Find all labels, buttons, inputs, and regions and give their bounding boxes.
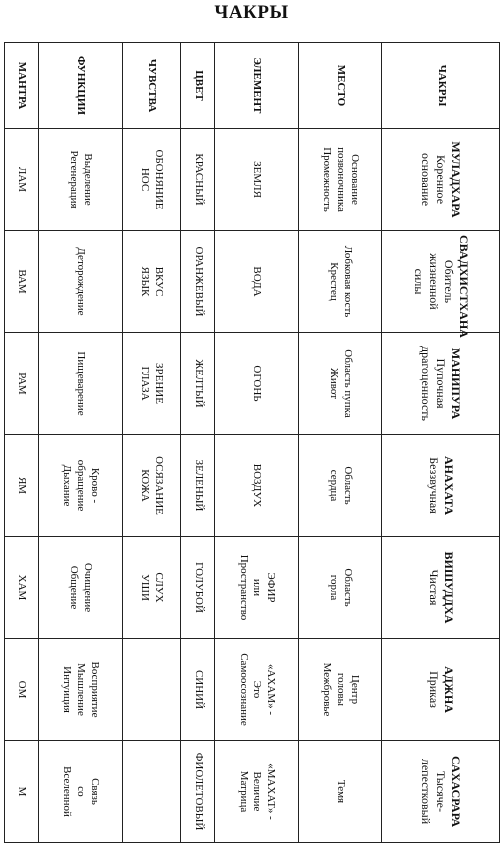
senses-line: ОБОНЯНИЕ bbox=[153, 149, 166, 210]
cell-place bbox=[298, 231, 382, 333]
functions-line: Деторождение bbox=[75, 247, 88, 316]
element-line: Это bbox=[251, 680, 264, 699]
functions-line: Вселенной bbox=[61, 766, 74, 817]
cell-color: ОРАНЖЕВЫЙ bbox=[181, 231, 215, 333]
cell-functions bbox=[38, 435, 122, 537]
place-line: Основание bbox=[348, 154, 361, 205]
functions-line: Интуиция bbox=[61, 666, 74, 713]
cell-senses bbox=[122, 333, 181, 435]
functions-line: Общение bbox=[68, 565, 81, 610]
row-header-place: МЕСТО bbox=[298, 43, 382, 129]
place-line: горла bbox=[328, 574, 341, 601]
cell-place bbox=[298, 741, 382, 843]
cell-functions bbox=[38, 537, 122, 639]
element-line: «МАХАТ» - bbox=[265, 763, 278, 820]
cell-name bbox=[382, 333, 500, 435]
chakra-meaning: силы bbox=[411, 268, 426, 295]
cell-name bbox=[382, 231, 500, 338]
cell-place bbox=[298, 435, 382, 537]
element-line: Самоосознание bbox=[237, 653, 250, 726]
place-line: Лобковая кость bbox=[341, 245, 354, 318]
cell-functions bbox=[38, 741, 122, 843]
chakra-meaning: Обитель жизненной bbox=[426, 253, 456, 310]
chakra-meaning: Чистая bbox=[426, 569, 441, 606]
cell-functions bbox=[38, 333, 122, 435]
cell-element bbox=[215, 435, 299, 537]
place-line: Межбровье bbox=[321, 662, 334, 717]
chakra-name: САХАСРАРА bbox=[449, 755, 464, 828]
cell-mantra: ОМ bbox=[5, 639, 39, 741]
chakra-table bbox=[4, 42, 500, 843]
functions-line: Регенерация bbox=[68, 150, 81, 209]
functions-line: Мышление bbox=[75, 663, 88, 716]
chakra-name: АДЖНА bbox=[441, 666, 456, 713]
cell-mantra: ЯМ bbox=[5, 435, 39, 537]
cell-element bbox=[215, 537, 299, 639]
row-mantra bbox=[5, 43, 39, 843]
row-element bbox=[215, 43, 299, 843]
cell-functions bbox=[38, 639, 122, 741]
row-place bbox=[298, 43, 382, 843]
row-header-name: ЧАКРЫ bbox=[382, 43, 500, 129]
cell-name bbox=[382, 537, 500, 639]
functions-line: Пищеварение bbox=[75, 351, 88, 416]
functions-line: Очищение bbox=[82, 562, 94, 613]
row-name bbox=[382, 43, 500, 843]
senses-line: ГЛАЗА bbox=[139, 366, 152, 401]
row-header-element: ЭЛЕМЕНТ bbox=[215, 43, 299, 129]
row-header-color: ЦВЕТ bbox=[181, 43, 215, 129]
place-line: сердца bbox=[328, 469, 341, 502]
place-line: Крестец bbox=[328, 262, 341, 301]
row-header-senses: ЧУВСТВА bbox=[122, 43, 181, 129]
functions-line: со bbox=[75, 786, 88, 797]
element-line: Пространство bbox=[237, 554, 250, 621]
cell-mantra: РАМ bbox=[5, 333, 39, 435]
cell-senses bbox=[122, 231, 181, 333]
cell-functions bbox=[38, 129, 122, 231]
chakra-meaning: Беззвучная bbox=[426, 457, 441, 514]
element-line: ВОДА bbox=[251, 266, 264, 297]
place-line: Область bbox=[341, 466, 354, 505]
cell-mantra: М bbox=[5, 741, 39, 843]
place-line: Промежность bbox=[321, 147, 334, 212]
row-header-mantra: МАНТРА bbox=[5, 43, 39, 129]
cell-functions bbox=[38, 231, 122, 333]
chakra-meaning: Пупочная bbox=[434, 358, 449, 409]
chakra-meaning: Тысяче- bbox=[434, 771, 449, 812]
cell-place bbox=[298, 639, 382, 741]
element-line: ЗЕМЛЯ bbox=[251, 161, 264, 198]
cell-senses bbox=[122, 741, 181, 843]
senses-line: СЛУХ bbox=[153, 572, 166, 603]
cell-color: ФИОЛЕТОВЫЙ bbox=[181, 741, 215, 843]
chakra-meaning: Коренное bbox=[434, 154, 449, 205]
place-line: головы bbox=[335, 672, 348, 707]
element-line: или bbox=[251, 578, 264, 597]
place-line: Область bbox=[341, 568, 354, 607]
cell-name bbox=[382, 435, 500, 537]
cell-mantra: ХАМ bbox=[5, 537, 39, 639]
cell-element bbox=[215, 333, 299, 435]
senses-line: КОЖА bbox=[139, 469, 152, 502]
chakra-table-area bbox=[4, 42, 500, 842]
cell-place bbox=[298, 333, 382, 435]
row-functions bbox=[38, 43, 122, 843]
cell-color: КРАСНЫЙ bbox=[181, 129, 215, 231]
row-header-functions: ФУНКЦИИ bbox=[38, 43, 122, 129]
chakra-meaning: лепестковый bbox=[419, 758, 434, 825]
cell-senses bbox=[122, 129, 181, 231]
cell-color: ЗЕЛЕНЫЙ bbox=[181, 435, 215, 537]
functions-line: обращение bbox=[75, 459, 88, 512]
place-line: Живот bbox=[328, 367, 341, 400]
senses-line: ЗРЕНИЕ bbox=[153, 363, 166, 404]
element-line: «АХАМ» - bbox=[265, 663, 278, 716]
cell-senses bbox=[122, 537, 181, 639]
cell-element bbox=[215, 639, 299, 741]
chakra-name: ВИШУДДХА bbox=[441, 551, 456, 624]
chakra-meaning: драгоценность bbox=[419, 346, 434, 421]
chakra-name: СВАДХИСТХАНА bbox=[456, 235, 471, 338]
row-color bbox=[181, 43, 215, 843]
element-line: Матрица bbox=[237, 770, 250, 813]
chakra-name: АНАХАТА bbox=[441, 455, 456, 515]
cell-color: СИНИЙ bbox=[181, 639, 215, 741]
cell-senses bbox=[122, 639, 181, 741]
cell-color: ГОЛУБОЙ bbox=[181, 537, 215, 639]
cell-color: ЖЕЛТЫЙ bbox=[181, 333, 215, 435]
senses-line: ВКУС bbox=[153, 266, 166, 297]
cell-place bbox=[298, 537, 382, 639]
senses-line: ОСЯЗАНИЕ bbox=[153, 456, 166, 515]
chakra-name: МАНИПУРА bbox=[449, 347, 464, 420]
element-line: ВОЗДУХ bbox=[251, 463, 264, 508]
cell-mantra: ЛАМ bbox=[5, 129, 39, 231]
element-line: Величие bbox=[251, 771, 264, 812]
chakra-meaning: основание bbox=[419, 152, 434, 207]
element-line: ОГОНЬ bbox=[251, 365, 264, 402]
senses-line: НОС bbox=[139, 167, 152, 192]
functions-line: Связь bbox=[88, 778, 101, 805]
element-line: ЭФИР bbox=[265, 572, 278, 603]
cell-name bbox=[382, 129, 500, 231]
place-line: Центр bbox=[348, 674, 361, 705]
cell-element bbox=[215, 741, 299, 843]
cell-mantra: ВАМ bbox=[5, 231, 39, 333]
functions-line: Восприятие bbox=[88, 661, 101, 718]
senses-line: ЯЗЫК bbox=[139, 266, 152, 297]
cell-place bbox=[298, 129, 382, 231]
cell-senses bbox=[122, 435, 181, 537]
place-line: позвоночника bbox=[335, 147, 348, 212]
functions-line: Дыхание bbox=[61, 464, 74, 507]
cell-element bbox=[215, 129, 299, 231]
chakra-meaning: Приказ bbox=[426, 671, 441, 708]
functions-line: Выделение bbox=[82, 153, 94, 206]
page-title: ЧАКРЫ bbox=[214, 2, 289, 23]
row-senses bbox=[122, 43, 181, 843]
place-line: Область пупка bbox=[341, 349, 354, 418]
chakra-name: МУЛАДХАРА bbox=[449, 141, 464, 218]
cell-element bbox=[215, 231, 299, 333]
place-line: Темя bbox=[335, 779, 348, 804]
senses-line: УШИ bbox=[139, 574, 152, 601]
cell-name bbox=[382, 741, 500, 843]
functions-line: Крово - bbox=[88, 467, 101, 504]
cell-name bbox=[382, 639, 500, 741]
